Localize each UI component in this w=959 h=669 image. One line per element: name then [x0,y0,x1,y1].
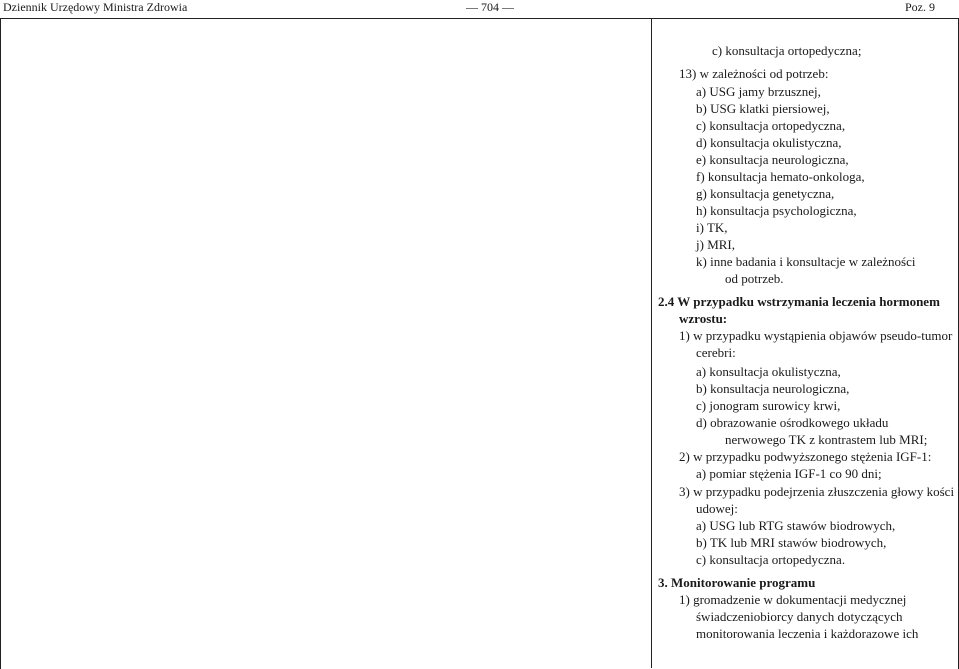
list-item-continuation: udowej: [696,501,738,516]
list-item: e) konsultacja neurologiczna, [696,152,849,167]
list-item: 2) w przypadku podwyższonego stężenia IGF-1: [679,449,932,464]
list-item: a) USG lub RTG stawów biodrowych, [696,518,896,533]
list-item: 3) w przypadku podejrzenia złuszczenia głowy kości [679,484,955,499]
list-item: d) konsultacja okulistyczna, [696,135,842,150]
column-divider [651,18,652,668]
list-item-continuation: od potrzeb. [725,271,784,286]
page-header [0,0,959,16]
list-item: c) konsultacja ortopedyczna, [696,118,846,133]
page-number: — 704 — [466,0,514,14]
list-item: k) inne badania i konsultacje w zależności [696,254,916,269]
list-item: g) konsultacja genetyczna, [696,186,835,201]
list-item-continuation: nerwowego TK z kontrastem lub MRI; [725,432,928,447]
list-item: b) USG klatki piersiowej, [696,101,830,116]
list-item: a) konsultacja okulistyczna, [696,364,841,379]
list-item: b) TK lub MRI stawów biodrowych, [696,535,887,550]
list-item: c) konsultacja ortopedyczna. [696,552,846,567]
list-item-continuation: świadczeniobiorcy danych dotyczących [696,609,903,624]
journal-title: Dziennik Urzędowy Ministra Zdrowia [3,0,188,14]
list-item: 13) w zależności od potrzeb: [679,66,829,81]
list-item: 1) gromadzenie w dokumentacji medycznej [679,592,907,607]
list-item: a) USG jamy brzusznej, [696,84,821,99]
list-item: c) konsultacja ortopedyczna; [712,43,862,58]
list-item: c) jonogram surowicy krwi, [696,398,841,413]
list-item-continuation: monitorowania leczenia i każdorazowe ich [696,626,919,641]
list-item-continuation: cerebri: [696,345,736,360]
section-heading: 3. Monitorowanie programu [658,575,816,590]
section-heading: 2.4 W przypadku wstrzymania leczenia hormonem [658,294,940,309]
position-number: Poz. 9 [905,0,935,14]
list-item: a) pomiar stężenia IGF-1 co 90 dni; [696,466,882,481]
list-item: b) konsultacja neurologiczna, [696,381,850,396]
section-heading-continuation: wzrostu: [679,311,728,326]
list-item: f) konsultacja hemato-onkologa, [696,169,865,184]
list-item: j) MRI, [696,237,735,252]
list-item: i) TK, [696,220,728,235]
list-item: h) konsultacja psychologiczna, [696,203,857,218]
list-item: 1) w przypadku wystąpienia objawów pseudo-tumor [679,328,953,343]
list-item: d) obrazowanie ośrodkowego układu [696,415,889,430]
